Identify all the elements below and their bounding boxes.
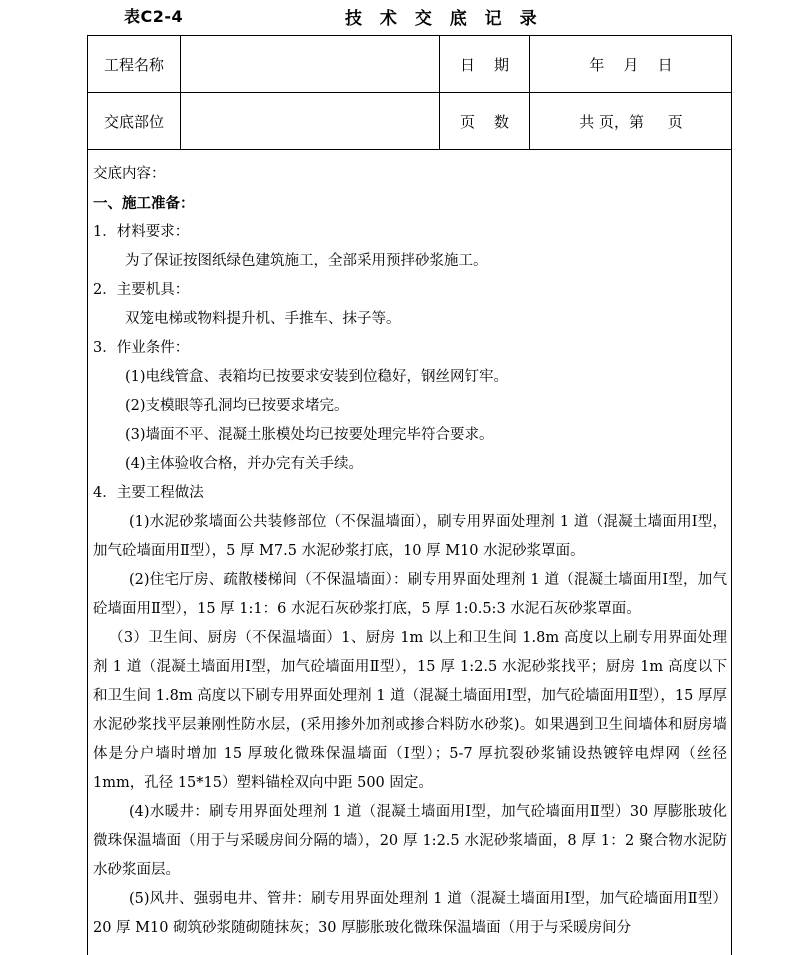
pages-label: 页 数 [459,112,510,131]
location-field[interactable] [181,93,439,149]
item-text: 双笼电梯或物料提升机、手推车、抹子等。 [125,311,401,327]
record-table [87,35,732,955]
condition-item: (2)支模眼等孔洞均已按要求堵完。 [125,398,349,414]
pages-field[interactable]: 共 页，第 页 [579,112,683,131]
method-paragraph: (1)水泥砂浆墙面公共装修部位（不保温墙面），刷专用界面处理剂 1 道（混凝土墙面用Ⅰ型，加气砼墙面用Ⅱ型），5 厚 M7.5 水泥砂浆打底，10 厚 M10 水泥砂浆罩面。 [93,514,727,559]
condition-item: (4)主体验收合格，并办完有关手续。 [125,456,364,472]
item-heading: 1．材料要求： [93,224,190,240]
condition-item: (3)墙面不平、混凝土胀模处均已按要处理完毕符合要求。 [125,427,494,443]
form-code: 表C2-4 [124,7,184,26]
date-label: 日 期 [459,55,510,74]
content-intro: 交底内容： [93,166,166,182]
project-name-field[interactable] [181,36,439,92]
method-paragraph: (2)住宅厅房、疏散楼梯间（不保温墙面）：刷专用界面处理剂 1 道（混凝土墙面用Ⅰ型，加气砼墙面用Ⅱ型），15 厚 1:1：6 水泥石灰砂浆打底，5 厚 1:0.5:3 水泥石灰砂浆罩面。 [93,572,727,617]
method-paragraph: (4)水暖井：刷专用界面处理剂 1 道（混凝土墙面用Ⅰ型，加气砼墙面用Ⅱ型）30 厚膨胀玻化微珠保温墙面（用于与采暖房间分隔的墙），20 厚 1:2.5 水泥砂浆墙面，8 厚 1：2 聚合物水泥防水砂浆面层。 [93,804,727,878]
condition-item: (1)电线管盒、表箱均已按要求安装到位稳好，钢丝网钉牢。 [125,369,509,385]
briefing-content [93,160,727,943]
row-divider [88,149,731,150]
item-text: 为了保证按图纸绿色建筑施工，全部采用预拌砂浆施工。 [125,253,488,269]
method-paragraph: (5)风井、强弱电井、管井：刷专用界面处理剂 1 道（混凝土墙面用Ⅰ型，加气砼墙面用Ⅱ型）20 厚 M10 砌筑砂浆随砌随抹灰；30 厚膨胀玻化微珠保温墙面（用于与采暖房间分 [93,891,727,936]
item-heading: 2．主要机具： [93,282,190,298]
location-label: 交底部位 [103,112,164,131]
method-paragraph: （3）卫生间、厨房（不保温墙面）1、厨房 1m 以上和卫生间 1.8m 高度以上刷专用界面处理剂 1 道（混凝土墙面用Ⅰ型，加气砼墙面用Ⅱ型），15 厚 1:2.5 水泥砂浆找平；厨房 1m 高度以下和卫生间 1.8m 高度以下刷专用界面处理剂 1 道（混凝土墙面用Ⅰ型，加气砼墙面用Ⅱ型），15 厚厚水泥砂浆找平层兼刚性防水层，(采用掺外加剂或掺合料防水砂浆)。如果遇到卫生间墙体和厨房墙体是分户墙时增加 15 厚玻化微珠保温墙面（Ⅰ型）；5-7 厚抗裂砂浆铺设热镀锌电焊网（丝径 1mm，孔径 15*15）塑料锚栓双向中距 500 固定。 [93,630,727,791]
item-heading: 4．主要工程做法 [93,485,204,501]
section-heading: 一、施工准备： [93,195,195,212]
date-field[interactable]: 年 月 日 [589,55,673,74]
document-title: 技 术 交 底 记 录 [345,9,543,29]
project-name-label: 工程名称 [103,55,164,74]
item-heading: 3．作业条件： [93,340,190,356]
